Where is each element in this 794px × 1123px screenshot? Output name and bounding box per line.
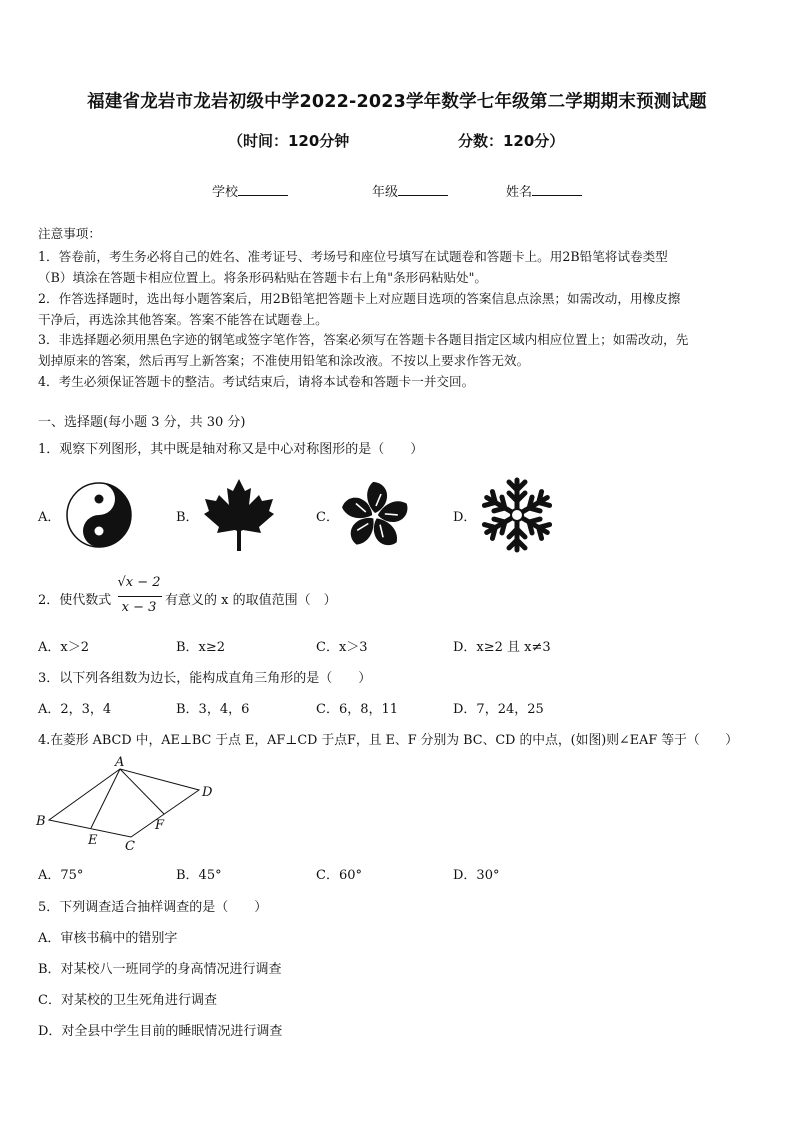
- notice-line: 干净后，再选涂其他答案。答案不能答在试题卷上。: [38, 312, 328, 327]
- grade-label: 年级: [372, 185, 399, 200]
- question-4-stem: 4.在菱形 ABCD 中，AE⊥BC 于点 E，AF⊥CD 于点F，且 E、F 分别为 BC、CD 的中点，(如图)则∠EAF 等于（ ）: [38, 733, 739, 748]
- q1-option-a[interactable]: A．: [38, 510, 61, 525]
- q2-option-b[interactable]: B．x≥2: [176, 640, 226, 655]
- page-title: 福建省龙岩市龙岩初级中学2022-2023学年数学七年级第二学期期末预测试题: [87, 92, 707, 112]
- segment-ae: [91, 769, 120, 828]
- q3-option-a[interactable]: A．2，3，4: [38, 702, 112, 717]
- exam-time: （时间：120分钟: [228, 132, 350, 150]
- q3-option-b[interactable]: B．3，4，6: [176, 702, 250, 717]
- q5-option-c[interactable]: C．对某校的卫生死角进行调查: [38, 993, 217, 1008]
- notice-line: （B）填涂在答题卡相应位置上。将条形码粘贴在答题卡右上角"条形码粘贴处"。: [38, 270, 488, 285]
- q4-option-c[interactable]: C．60°: [316, 868, 362, 883]
- q2-option-c[interactable]: C．x＞3: [316, 640, 368, 655]
- rhombus-diagram: [34, 754, 224, 854]
- question-2-suffix: 有意义的 x 的取值范围（ ）: [165, 593, 337, 608]
- rhombus-abcd: [49, 769, 199, 837]
- q3-option-c[interactable]: C．6，8，11: [316, 702, 399, 717]
- q5-option-a[interactable]: A．审核书稿中的错别字: [38, 931, 178, 946]
- label-a: A: [115, 755, 125, 770]
- label-e: E: [88, 833, 98, 848]
- q1-option-b[interactable]: B．: [176, 510, 199, 525]
- question-3-stem: 3．以下列各组数为边长，能构成直角三角形的是（ ）: [38, 671, 372, 686]
- section-heading: 一、选择题(每小题 3 分，共 30 分): [38, 415, 246, 430]
- q1-option-d[interactable]: D．: [453, 510, 477, 525]
- school-field[interactable]: [212, 181, 288, 200]
- q2-option-d[interactable]: D．x≥2 且 x≠3: [453, 640, 551, 655]
- grade-blank[interactable]: [398, 183, 448, 196]
- question-1-stem: 1．观察下列图形，其中既是轴对称又是中心对称图形的是（ ）: [38, 442, 424, 457]
- notice-line: 3．非选择题必须用黑色字迹的钢笔或签字笔作答，答案必须写在答题卡各题目指定区域内相应位置上；如需改动，先: [38, 332, 689, 347]
- maple-leaf-icon: [203, 477, 275, 553]
- fraction-bar: [118, 596, 162, 597]
- notice-line: 4．考生必须保证答题卡的整洁。考试结束后，请将本试卷和答题卡一并交回。: [38, 374, 475, 389]
- q4-option-d[interactable]: D．30°: [453, 868, 500, 883]
- question-5-stem: 5．下列调查适合抽样调查的是（ ）: [38, 900, 268, 915]
- name-blank[interactable]: [532, 183, 582, 196]
- notice-line: 2．作答选择题时，选出每小题答案后，用2B铅笔把答题卡上对应题目选项的答案信息点涂黑；如需改动，用橡皮擦: [38, 291, 681, 306]
- name-field[interactable]: [506, 181, 582, 200]
- notice-line: 1．答卷前，考生务必将自己的姓名、准考证号、考场号和座位号填写在试题卷和答题卡上。用2B铅笔将试卷类型: [38, 249, 668, 264]
- exam-score: 分数：120分）: [458, 132, 565, 150]
- label-c: C: [125, 839, 135, 854]
- label-b: B: [36, 814, 46, 829]
- q4-option-a[interactable]: A．75°: [38, 868, 84, 883]
- q5-option-d[interactable]: D．对全县中学生目前的睡眠情况进行调查: [38, 1024, 283, 1039]
- notice-line: 划掉原来的答案，然后再写上新答案；不准使用铅笔和涂改液。不按以上要求作答无效。: [38, 353, 530, 368]
- q2-option-a[interactable]: A．x＞2: [38, 640, 89, 655]
- school-label: 学校: [212, 185, 239, 200]
- q4-option-b[interactable]: B．45°: [176, 868, 222, 883]
- grade-field[interactable]: [372, 181, 448, 200]
- segment-af: [120, 769, 164, 814]
- q1-option-c[interactable]: C．: [316, 510, 339, 525]
- name-label: 姓名: [506, 185, 533, 200]
- q3-option-d[interactable]: D．7，24，25: [453, 702, 544, 717]
- fraction-numerator: √x − 2: [117, 575, 161, 590]
- label-d: D: [202, 785, 213, 800]
- notice-heading: 注意事项：: [38, 226, 101, 241]
- label-f: F: [155, 818, 165, 833]
- bauhinia-icon: [339, 480, 411, 552]
- school-blank[interactable]: [238, 183, 288, 196]
- question-2-prefix: 2．使代数式: [38, 593, 112, 608]
- yin-yang-icon: [65, 481, 133, 549]
- snowflake-icon: [478, 476, 556, 554]
- fraction-denominator: x − 3: [121, 600, 157, 615]
- q5-option-b[interactable]: B．对某校八一班同学的身高情况进行调查: [38, 962, 282, 977]
